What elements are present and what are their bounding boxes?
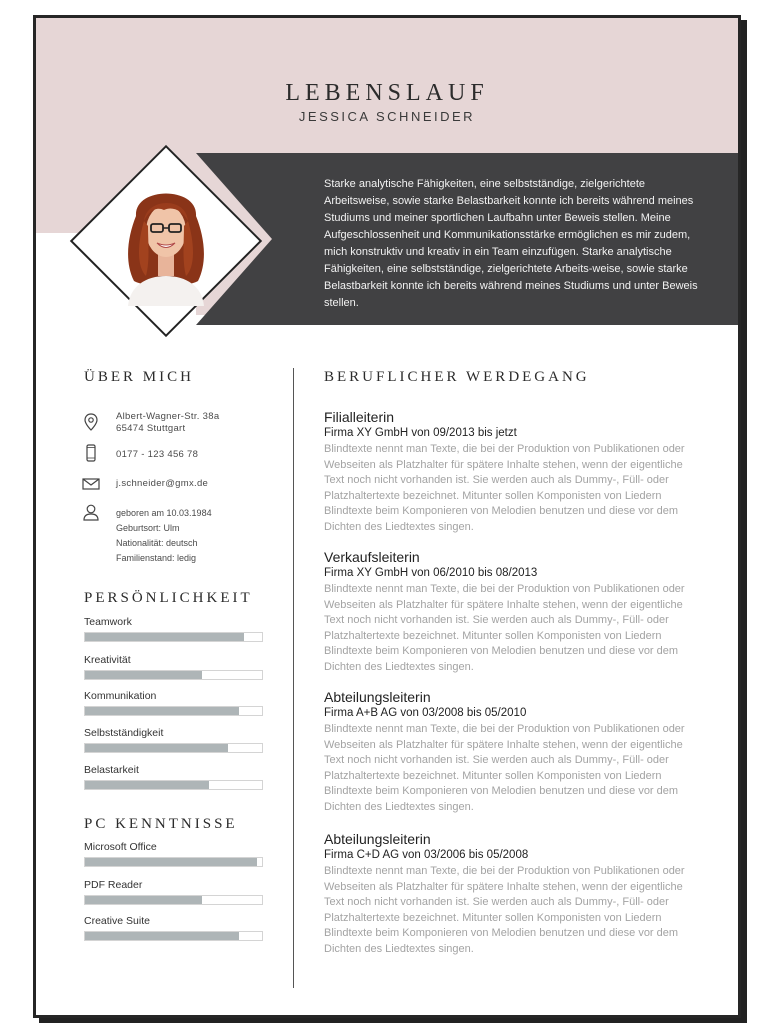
job-title: Filialleiterin	[324, 409, 395, 425]
skill-label: Teamwork	[84, 616, 132, 628]
skill-bar	[84, 706, 263, 716]
nationality: Nationalität: deutsch	[116, 538, 198, 548]
phone-icon	[82, 444, 100, 462]
resume-page	[33, 15, 741, 1018]
job-title: Abteilungsleiterin	[324, 831, 431, 847]
skill-bar	[84, 670, 263, 680]
family-status: Familienstand: ledig	[116, 553, 197, 563]
address-line-2: 65474 Stuttgart	[116, 423, 186, 434]
pc-skill-label: PDF Reader	[84, 879, 143, 891]
pc-skill-bar	[84, 931, 263, 941]
pc-skill-label: Creative Suite	[84, 915, 150, 927]
location-pin-icon	[82, 413, 100, 431]
page-title: LEBENSLAUF	[285, 80, 489, 106]
phone-number: 0177 - 123 456 78	[116, 449, 199, 460]
career-heading: BERUFLICHER WERDEGANG	[324, 369, 590, 385]
pc-skill-bar	[84, 895, 263, 905]
skill-bar-fill	[85, 707, 239, 715]
skill-label: Kommunikation	[84, 690, 157, 702]
envelope-icon	[82, 475, 100, 493]
job-title: Abteilungsleiterin	[324, 689, 431, 705]
portrait-frame	[71, 146, 261, 336]
skill-bar	[84, 632, 263, 642]
pc-skill-bar	[84, 857, 263, 867]
skill-label: Selbstständigkeit	[84, 727, 164, 739]
column-divider	[293, 368, 294, 988]
skill-bar-fill	[85, 858, 257, 866]
pc-skills-heading: PC KENNTNISSE	[84, 816, 238, 832]
job-company: Firma XY GmbH von 06/2010 bis 08/2013	[324, 567, 538, 579]
job-description: Blindtexte nennt man Texte, die bei der Produktion von Publikationen oder Webseiten als Platzhalter für spätere Inhalte stehen, wenn der eigentliche Text noch nicht vorhanden ist. Sie werden auch als Dummy-, Füll- oder Platzhaltertexte bezeichnet. Mitunter sollen Komponisten von Liedern Blindtexte beim Komponieren von Melodien benutzen und diese vor dem Dichten des Liedtextes singen.	[324, 723, 685, 813]
skill-bar-fill	[85, 932, 239, 940]
skill-bar-fill	[85, 781, 209, 789]
skill-bar-fill	[85, 744, 228, 752]
job-description: Blindtexte nennt man Texte, die bei der Produktion von Publikationen oder Webseiten als Platzhalter für spätere Inhalte stehen, wenn der eigentliche Text noch nicht vorhanden ist. Sie werden auch als Dummy-, Füll- oder Platzhaltertexte bezeichnet. Mitunter sollen Komponisten von Liedern Blindtexte beim Komponieren von Melodien benutzen und diese vor dem Dichten des Liedtextes singen.	[324, 865, 685, 955]
intro-text: Starke analytische Fähigkeiten, eine selbstständige, zielgerichtete Arbeitsweise, sowie starke Belastbarkeit konnte ich bereits während meines Studiums und meiner sportlichen Laufbahn unter Beweis stellen. Meine Aufgeschlossenheit und Kommunikationsstärke ermöglichen es mir zudem, mich konstruktiv und kreativ in ein Team einzufügen. Starke analytische Fähigkeiten, eine selbstständige, zielgerichtete Arbeits-weise, sowie starke Belastbarkeit konnte ich bereits während meines Studiums und unter Beweis stellen.	[324, 178, 698, 309]
pc-skill-label: Microsoft Office	[84, 841, 157, 853]
skill-label: Kreativität	[84, 654, 131, 666]
about-heading: ÜBER MICH	[84, 369, 194, 385]
email-address: j.schneider@gmx.de	[116, 478, 209, 489]
job-description: Blindtexte nennt man Texte, die bei der Produktion von Publikationen oder Webseiten als Platzhalter für spätere Inhalte stehen, wenn der eigentliche Text noch nicht vorhanden ist. Sie werden auch als Dummy-, Füll- oder Platzhaltertexte bezeichnet. Mitunter sollen Komponisten von Liedern Blindtexte beim Komponieren von Melodien benutzen und diese vor dem Dichten des Liedtextes singen.	[324, 583, 685, 673]
person-icon	[82, 503, 100, 521]
skill-bar	[84, 743, 263, 753]
person-name: JESSICA SCHNEIDER	[298, 109, 476, 124]
skill-bar-fill	[85, 633, 244, 641]
skill-bar	[84, 780, 263, 790]
birthplace: Geburtsort: Ulm	[116, 523, 180, 533]
skill-label: Belastarkeit	[84, 764, 139, 776]
address-line-1: Albert-Wagner-Str. 38a	[116, 411, 220, 422]
skill-bar-fill	[85, 896, 202, 904]
birth-date: geboren am 10.03.1984	[116, 508, 212, 518]
skill-bar-fill	[85, 671, 202, 679]
personality-heading: PERSÖNLICHKEIT	[84, 590, 253, 606]
job-company: Firma C+D AG von 03/2006 bis 05/2008	[324, 849, 529, 861]
portrait-photo	[116, 176, 216, 306]
job-title: Verkaufsleiterin	[324, 549, 420, 565]
job-company: Firma A+B AG von 03/2008 bis 05/2010	[324, 707, 527, 719]
job-company: Firma XY GmbH von 09/2013 bis jetzt	[324, 427, 517, 439]
job-description: Blindtexte nennt man Texte, die bei der Produktion von Publikationen oder Webseiten als Platzhalter für spätere Inhalte stehen, wenn der eigentliche Text noch nicht vorhanden ist. Sie werden auch als Dummy-, Füll- oder Platzhaltertexte bezeichnet. Mitunter sollen Komponisten von Liedern Blindtexte beim Komponieren von Melodien benutzen und diese vor dem Dichten des Liedtextes singen.	[324, 443, 685, 533]
